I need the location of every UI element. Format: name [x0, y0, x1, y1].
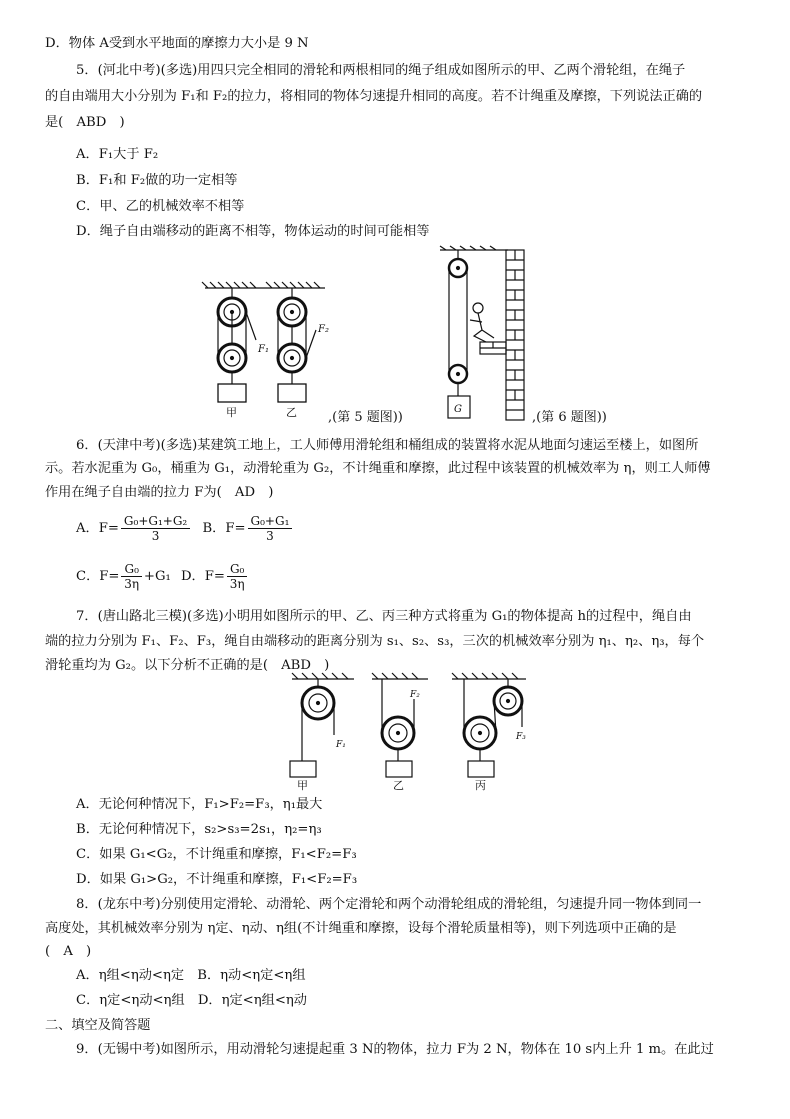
q6-option-a-label: A．F= [76, 521, 119, 536]
fraction-numerator: G₀+G₁ [248, 514, 293, 529]
fraction-numerator: G₀ [121, 562, 141, 577]
figure-7-pulleys [284, 673, 534, 791]
fraction-denominator: 3 [266, 529, 274, 543]
question-8-line: 8．(龙东中考)分别使用定滑轮、动滑轮、两个定滑轮和两个动滑轮组成的滑轮组，匀速提升同一物体到同一 [76, 897, 702, 912]
figure-6-box-label: G [454, 404, 462, 415]
figure-7-label-jia: 甲 [297, 779, 308, 792]
figure-5-caption: ,(第 5 题图)) [328, 410, 403, 425]
text-line: 端的拉力分别为 F₁、F₂、F₃，绳自由端移动的距离分别为 s₁、s₂、s₃，三次的机械效率分别为 η₁、η₂、η₃，每个 [45, 634, 705, 649]
figure-6-caption: ,(第 6 题图)) [532, 410, 607, 425]
option-c: C．甲、乙的机械效率不相等 [76, 199, 245, 214]
force-f1-label: F₁ [258, 344, 269, 355]
q6-option-d-label: D．F= [180, 569, 225, 584]
answer-line: 作用在绳子自由端的拉力 F为( AD ) [45, 485, 274, 500]
figure-5-label-jia: 甲 [226, 406, 237, 419]
option-b: B．无论何种情况下，s₂>s₃=2s₁，η₂=η₃ [76, 822, 322, 837]
force-f2-label: F₂ [318, 324, 329, 335]
fraction-denominator: 3η [124, 577, 140, 591]
options-ab: A．η组<η动<η定 B．η动<η定<η组 [76, 968, 306, 983]
question-6-line: 6．(天津中考)(多选)某建筑工地上，工人师傅用滑轮组和桶组成的装置将水泥从地面匀速运至楼上，如图所 [76, 438, 699, 453]
figure-7-label-bing: 丙 [475, 779, 486, 792]
q6-option-b-label: B．F= [202, 521, 246, 536]
q6-option-c-label: C．F= [76, 569, 120, 584]
q6-options-ab [76, 514, 294, 543]
text-line: 滑轮重均为 G₂。以下分析不正确的是( ABD ) [45, 658, 330, 673]
figure-7-label-yi: 乙 [393, 779, 404, 792]
q6-option-c-fraction [121, 562, 141, 591]
answer-line: ( A ) [45, 944, 92, 959]
text-line: 高度处，其机械效率分别为 η定、η动、η组(不计绳重和摩擦，设每个滑轮质量相等)，则下列选项中正确的是 [45, 921, 677, 936]
text-line: D．物体 A受到水平地面的摩擦力大小是 9 N [45, 36, 309, 51]
options-cd: C．η定<η动<η组 D．η定<η组<η动 [76, 993, 307, 1008]
q6-options-cd [76, 562, 249, 591]
figure-5-label-yi: 乙 [286, 406, 297, 419]
fraction-denominator: 3 [151, 529, 160, 543]
q6-option-d-fraction [227, 562, 247, 591]
figure-5-pulleys [200, 280, 330, 420]
question-9-line: 9．(无锡中考)如图所示，用动滑轮匀速提起重 3 N的物体，拉力 F为 2 N，物体在 10 s内上升 1 m。在此过 [76, 1042, 714, 1057]
option-a: A．无论何种情况下，F₁>F₂=F₃，η₁最大 [76, 797, 323, 812]
option-c: C．如果 G₁<G₂，不计绳重和摩擦，F₁<F₂=F₃ [76, 847, 357, 862]
figure-6-worker-pulley [436, 246, 536, 424]
answer-line: 是( ABD ) [45, 115, 125, 130]
force-f3-label: F₃ [516, 732, 526, 742]
option-a: A．F₁大于 F₂ [76, 147, 159, 162]
q6-option-b-fraction [248, 514, 293, 543]
fraction-numerator: G₀+G₁+G₂ [121, 514, 190, 529]
question-7-line: 7．(唐山路北三模)(多选)小明用如图所示的甲、乙、丙三种方式将重为 G₁的物体提高 h的过程中，绳自由 [76, 609, 692, 624]
fraction-denominator: 3η [229, 577, 245, 591]
fraction-numerator: G₀ [227, 562, 247, 577]
text-line: 示。若水泥重为 G₀，桶重为 G₁，动滑轮重为 G₂，不计绳重和摩擦，此过程中该装置的机械效率为 η，则工人师傅 [45, 461, 711, 476]
section-heading: 二、填空及简答题 [45, 1018, 151, 1033]
question-5-line: 5．(河北中考)(多选)用四只完全相同的滑轮和两根相同的绳子组成如图所示的甲、乙两个滑轮组，在绳子 [76, 63, 686, 78]
q6-option-a-fraction [121, 514, 190, 543]
force-f1-label: F₁ [336, 740, 346, 750]
force-f2-label: F₂ [410, 690, 420, 700]
text-line: 的自由端用大小分别为 F₁和 F₂的拉力，将相同的物体匀速提升相同的高度。若不计绳重及摩擦，下列说法正确的 [45, 89, 703, 104]
option-d: D．如果 G₁>G₂，不计绳重和摩擦，F₁<F₂=F₃ [76, 872, 358, 887]
option-d: D．绳子自由端移动的距离不相等，物体运动的时间可能相等 [76, 224, 430, 239]
option-b: B．F₁和 F₂做的功一定相等 [76, 173, 238, 188]
q6-option-c-tail: +G₁ [143, 569, 171, 584]
